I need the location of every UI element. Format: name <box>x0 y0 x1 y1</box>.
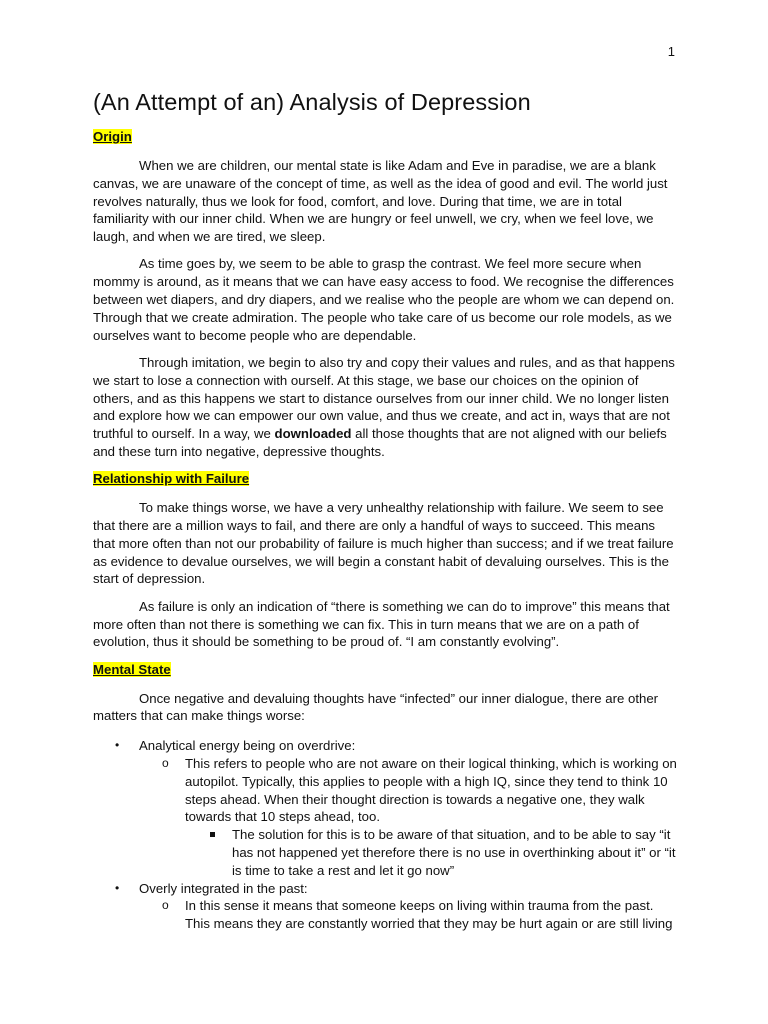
circle-marker: o <box>162 898 169 913</box>
list-item: The solution for this is to be aware of that situation, and to be able to say “it has not happened yet therefore there is no use in overthinking about it” or “it is time to take a rest and let it go now” <box>93 826 677 879</box>
paragraph: As failure is only an indication of “there is something we can do to improve” this means that more often than not there is something we can fix. This in turn means that we are on a path of evolution, thus it should be something to be proud of. “I am constantly evolving”. <box>93 598 670 650</box>
paragraph: Once negative and devaluing thoughts have “infected” our inner dialogue, there are other matters that can make things worse: <box>93 690 659 724</box>
paragraph: To make things worse, we have a very unhealthy relationship with failure. We seem to see that there are a million ways to fail, and there are only a handful of ways to succeed. This means that more often than not our probability of failure is much higher than success; and if we treat failure as evidence to devalue ourselves, we will begin a constant habit of devaluing ourselves. This is the start of depression. <box>93 500 674 587</box>
list-item: o This refers to people who are not aware on their logical thinking, which is working on autopilot. Typically, this applies to people with a high IQ, since they tend to think 10 steps ahead. When their thought direction is towards a negative one, they walk towards that 10 steps ahead, too. <box>162 756 677 825</box>
page-number: 1 <box>667 44 675 59</box>
list-item: • Analytical energy being on overdrive: <box>115 738 356 754</box>
document-body <box>93 86 677 933</box>
bullet-list <box>93 737 677 933</box>
list-item: o In this sense it means that someone keeps on living within trauma from the past. This means they are constantly worried that they may be hurt again or are still living <box>162 898 673 932</box>
bullet-marker: • <box>115 738 120 753</box>
bullet-marker: • <box>115 880 120 895</box>
paragraph: When we are children, our mental state is like Adam and Eve in paradise, we are a blank canvas, we are unaware of the concept of time, as well as the idea of good and evil. The world just revolves naturally, thus we look for food, comfort, and love. During that time, we are in total familiarity with our inner child. When we are hungry or feel unwell, we cry, when we feel love, we laugh, and when we are tired, we sleep. <box>93 158 668 245</box>
section-heading-origin: Origin <box>93 129 132 144</box>
section-heading-relationship-with-failure: Relationship with Failure <box>93 471 250 487</box>
bold-word: downloaded <box>274 426 352 442</box>
section-heading-mental-state: Mental State <box>93 661 171 677</box>
list-item: • Overly integrated in the past: <box>115 880 308 896</box>
paragraph: Through imitation, we begin to also try and copy their values and rules, and as that happens we start to lose a connection with ourself. At this stage, we base our choices on the opinion of others, and as this happens we start to distance ourselves from our inner child. We no longer listen and explore how we can empower our own value, and thus we create, and act in, ways that are not truthful to ourself. In a way, we downloaded all those thoughts that are not aligned with our beliefs and these turn into negative, depressive thoughts. <box>93 354 675 459</box>
document-title: (An Attempt of an) Analysis of Depression <box>93 89 531 115</box>
square-marker <box>210 832 215 837</box>
circle-marker: o <box>162 756 169 771</box>
paragraph: As time goes by, we seem to be able to grasp the contrast. We feel more secure when mommy is around, as it means that we can have easy access to food. We recognise the differences between wet diapers, and dry diapers, and we realise who the people are whom we can depend on. Through that we create admiration. The people who take care of us become our role models, as we ourselves want to become people who are dependable. <box>93 256 675 343</box>
